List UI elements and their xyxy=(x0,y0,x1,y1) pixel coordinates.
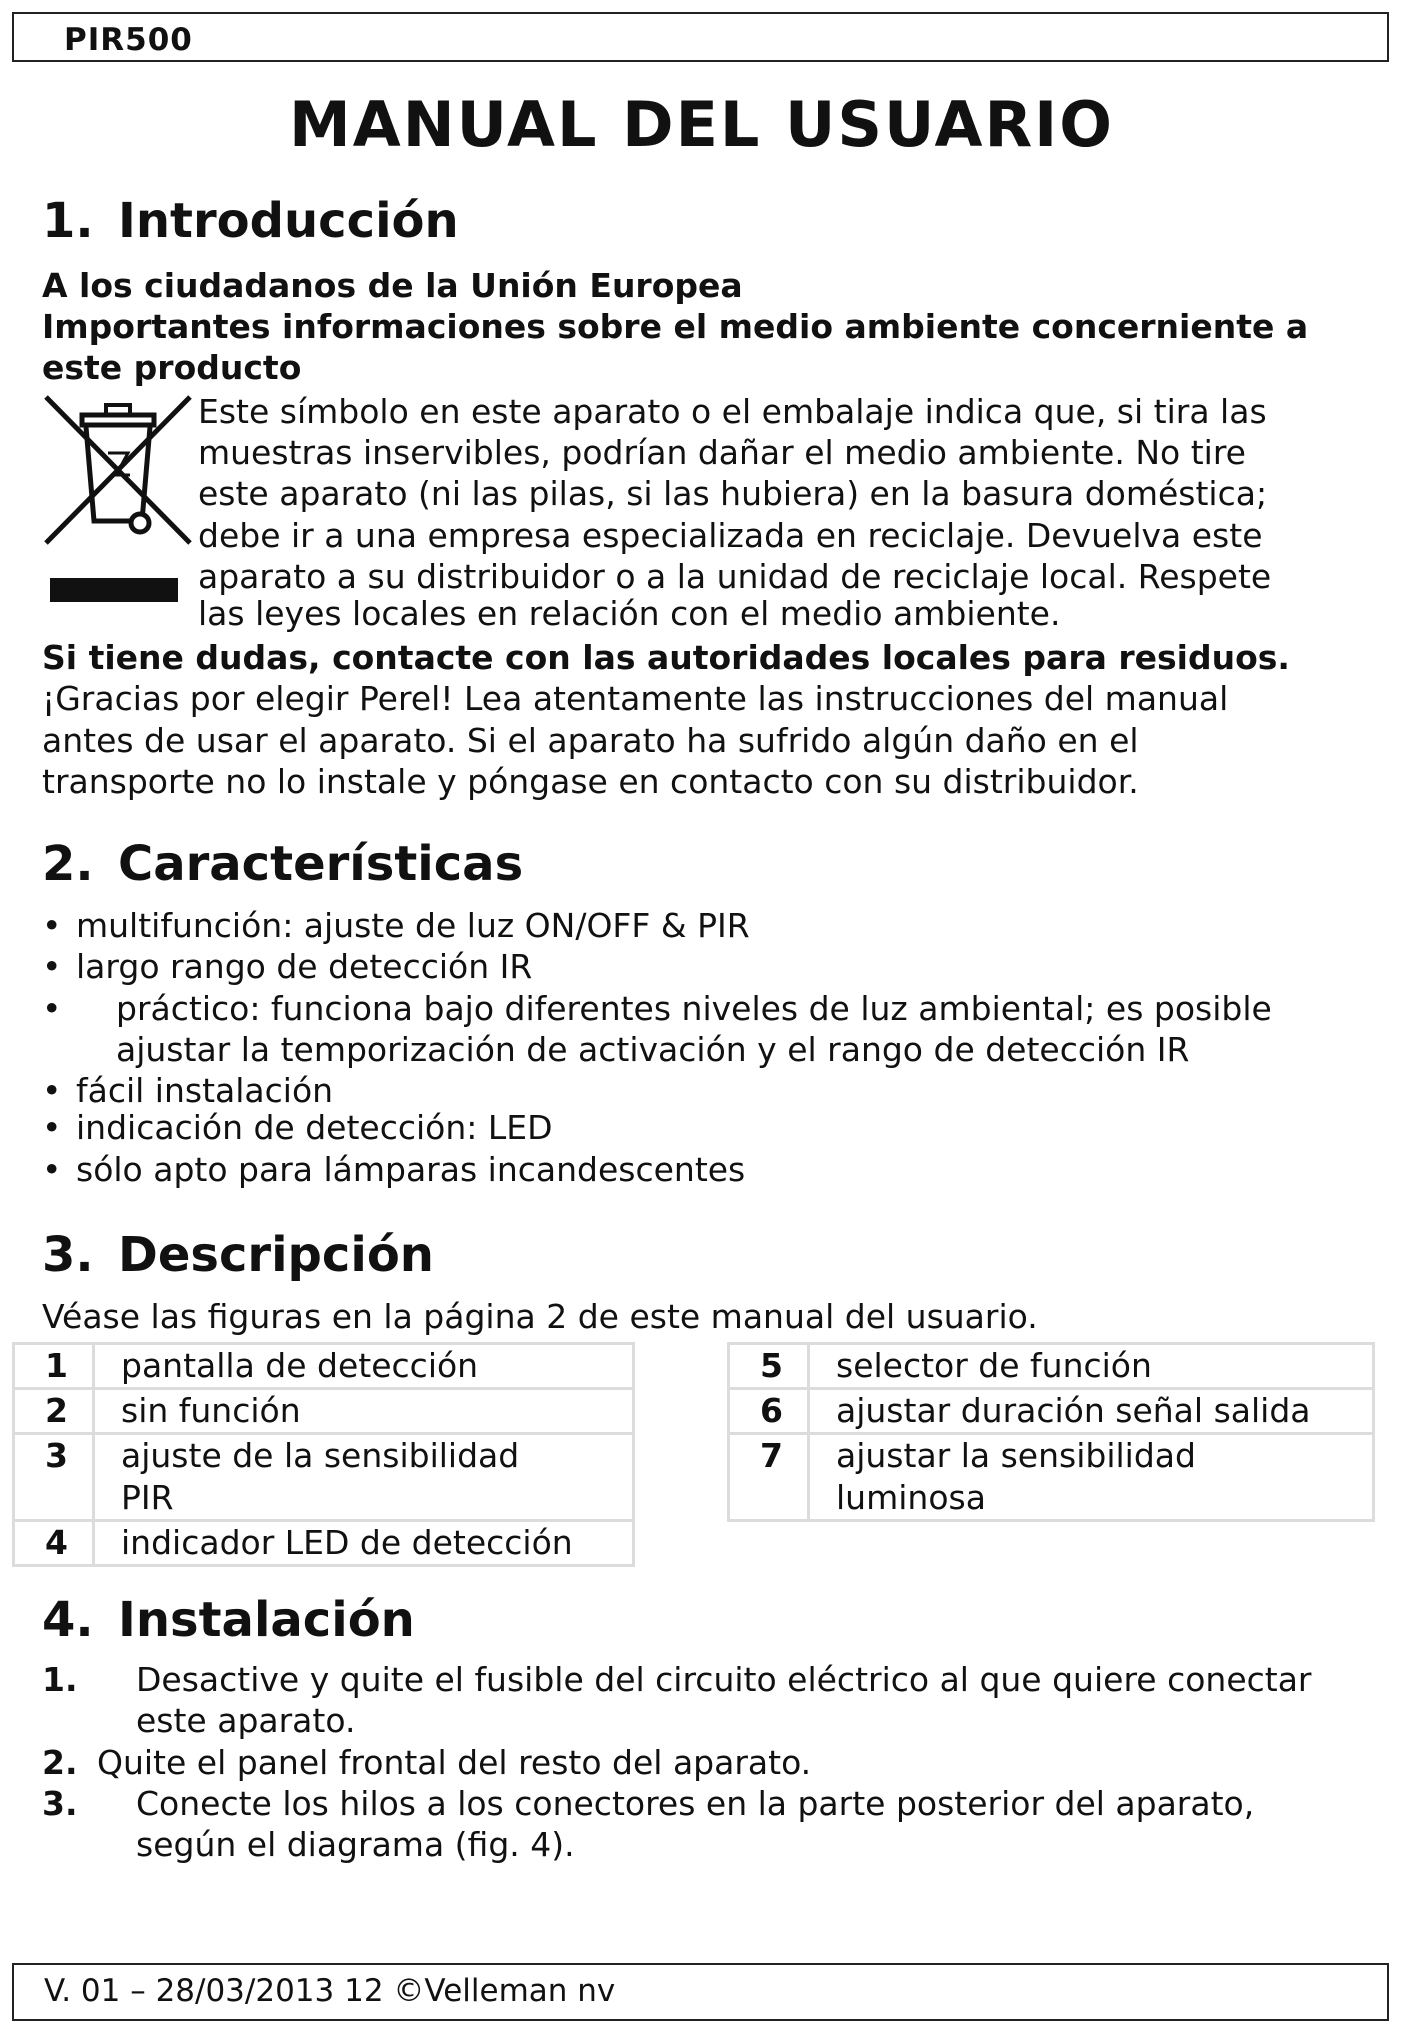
table-row xyxy=(14,1434,634,1521)
item-label: pantalla de detección xyxy=(94,1344,634,1389)
bullet-icon: • xyxy=(42,989,62,1028)
section-title: Descripción xyxy=(118,1227,434,1283)
item-label: selector de función xyxy=(809,1344,1374,1389)
section-number: 3. xyxy=(42,1227,94,1283)
weee-text-line: aparato a su distribuidor o a la unidad de reciclaje local. Respete xyxy=(198,557,1272,596)
bullet-icon: • xyxy=(42,1150,62,1189)
feature-text: multifunción: ajuste de luz ON/OFF & PIR xyxy=(76,906,750,945)
step-text: Desactive y quite el fusible del circuito eléctrico al que quiere conectar xyxy=(136,1660,1312,1699)
item-number: 5 xyxy=(729,1344,809,1389)
footer-version-date-copyright: V. 01 – 28/03/2013 12 ©Velleman nv xyxy=(44,1973,616,2009)
item-label: ajuste de la sensibilidad xyxy=(121,1436,520,1475)
table-row xyxy=(14,1521,634,1566)
feature-text: práctico: funciona bajo diferentes niveles de luz ambiental; es posible xyxy=(116,989,1272,1028)
description-table-right xyxy=(727,1342,1375,1522)
feature-text: largo rango de detección IR xyxy=(76,947,533,986)
installation-step xyxy=(42,1784,1254,1823)
feature-item xyxy=(42,1150,745,1189)
bullet-icon: • xyxy=(42,1108,62,1147)
environment-heading-line-1: Importantes informaciones sobre el medio ambiente concerniente a xyxy=(42,307,1309,346)
feature-item xyxy=(42,947,532,986)
table-row xyxy=(14,1344,634,1389)
contact-authorities-note: Si tiene dudas, contacte con las autoridades locales para residuos. xyxy=(42,638,1290,677)
section-title: Características xyxy=(118,836,524,892)
item-number: 6 xyxy=(729,1389,809,1434)
feature-item xyxy=(42,989,1272,1028)
thanks-paragraph-line: transporte no lo instale y póngase en contacto con su distribuidor. xyxy=(42,762,1139,801)
step-text: Quite el panel frontal del resto del aparato. xyxy=(97,1743,812,1782)
section-heading-installation xyxy=(42,1592,415,1648)
section-number: 1. xyxy=(42,193,94,249)
description-table-left xyxy=(12,1342,635,1567)
table-row xyxy=(14,1389,634,1434)
feature-item xyxy=(42,1071,333,1110)
item-label: ajustar duración señal salida xyxy=(809,1389,1374,1434)
section-title: Instalación xyxy=(118,1592,415,1648)
feature-item xyxy=(42,1108,553,1147)
item-label-continuation: luminosa xyxy=(836,1478,986,1517)
step-text-continuation: según el diagrama (fig. 4). xyxy=(136,1825,575,1864)
document-title: MANUAL DEL USUARIO xyxy=(289,88,1114,161)
item-number: 3 xyxy=(14,1434,94,1521)
section-number: 2. xyxy=(42,836,94,892)
weee-underline-bar xyxy=(50,578,178,602)
weee-text-line: este aparato (ni las pilas, si las hubiera) en la basura doméstica; xyxy=(198,474,1268,513)
item-number: 4 xyxy=(14,1521,94,1566)
step-number: 2. xyxy=(42,1743,78,1782)
step-number: 1. xyxy=(42,1660,78,1699)
feature-text: indicación de detección: LED xyxy=(76,1108,553,1147)
figures-reference: Véase las figuras en la página 2 de este manual del usuario. xyxy=(42,1297,1038,1336)
table-row xyxy=(729,1434,1374,1521)
feature-text-continuation: ajustar la temporización de activación y el rango de detección IR xyxy=(116,1030,1190,1069)
table-row xyxy=(729,1389,1374,1434)
item-label: ajustar la sensibilidad xyxy=(836,1436,1196,1475)
step-text-continuation: este aparato. xyxy=(136,1701,356,1740)
weee-text-line: muestras inservibles, podrían dañar el medio ambiente. No tire xyxy=(198,433,1246,472)
thanks-paragraph-line: antes de usar el aparato. Si el aparato ha sufrido algún daño en el xyxy=(42,721,1139,760)
bullet-icon: • xyxy=(42,947,62,986)
item-label-multiline xyxy=(94,1434,634,1521)
header-box xyxy=(12,12,1389,62)
bullet-icon: • xyxy=(42,906,62,945)
weee-text-line: las leyes locales en relación con el medio ambiente. xyxy=(198,594,1061,633)
item-label: indicador LED de detección xyxy=(94,1521,634,1566)
bullet-icon: • xyxy=(42,1071,62,1110)
installation-step xyxy=(42,1743,811,1782)
section-heading-introduction xyxy=(42,193,459,249)
model-number: PIR500 xyxy=(64,22,193,58)
footer-box xyxy=(12,1963,1389,2021)
section-title: Introducción xyxy=(118,193,459,249)
feature-item xyxy=(42,906,750,945)
item-number: 2 xyxy=(14,1389,94,1434)
item-label-multiline xyxy=(809,1434,1374,1521)
section-heading-features xyxy=(42,836,523,892)
step-number: 3. xyxy=(42,1784,78,1823)
item-label-continuation: PIR xyxy=(121,1478,174,1517)
feature-text: fácil instalación xyxy=(76,1071,334,1110)
weee-text-line: Este símbolo en este aparato o el embalaje indica que, si tira las xyxy=(198,392,1267,431)
weee-bin-icon xyxy=(42,393,194,553)
table-row xyxy=(729,1344,1374,1389)
item-number: 7 xyxy=(729,1434,809,1521)
item-label: sin función xyxy=(94,1389,634,1434)
weee-text-line: debe ir a una empresa especializada en reciclaje. Devuelva este xyxy=(198,516,1263,555)
installation-step xyxy=(42,1660,1312,1699)
section-heading-description xyxy=(42,1227,434,1283)
feature-text: sólo apto para lámparas incandescentes xyxy=(76,1150,746,1189)
environment-heading-line-2: este producto xyxy=(42,348,302,387)
step-text: Conecte los hilos a los conectores en la parte posterior del aparato, xyxy=(136,1784,1255,1823)
eu-citizens-heading: A los ciudadanos de la Unión Europea xyxy=(42,266,743,305)
thanks-paragraph-line: ¡Gracias por elegir Perel! Lea atentamente las instrucciones del manual xyxy=(42,679,1229,718)
item-number: 1 xyxy=(14,1344,94,1389)
section-number: 4. xyxy=(42,1592,94,1648)
